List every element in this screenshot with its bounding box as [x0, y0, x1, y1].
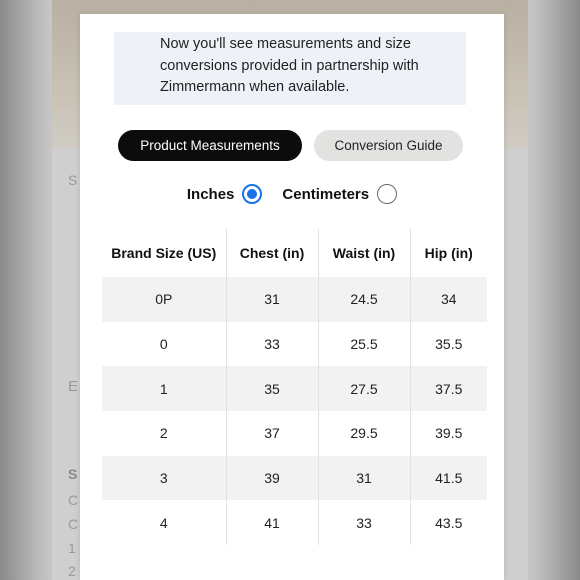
cell-hip: 41.5 — [410, 456, 487, 501]
cell-brand-size: 1 — [102, 366, 226, 411]
unit-label-centimeters: Centimeters — [282, 185, 370, 203]
notice-line: Zimmermann when available. — [160, 79, 350, 95]
background-text: 1 — [68, 540, 76, 556]
cell-waist: 24.5 — [318, 277, 410, 322]
cell-hip: 43.5 — [410, 500, 487, 545]
unit-option-centimeters[interactable] — [282, 184, 397, 204]
table-row — [102, 411, 487, 456]
size-measurements-table — [102, 229, 487, 545]
cell-chest: 35 — [226, 366, 318, 411]
cell-brand-size: 2 — [159, 425, 168, 442]
tab-conversion-guide[interactable]: Conversion Guide — [314, 130, 463, 161]
table-header-row — [102, 229, 487, 277]
notice-line: Now you'll see measurements and size — [160, 36, 411, 52]
measurement-tabs — [118, 130, 463, 161]
cell-hip: 39.5 — [410, 411, 487, 456]
column-header-chest: Chest (in) — [226, 229, 318, 277]
background-text: S — [68, 172, 78, 188]
table-row — [102, 277, 487, 322]
column-header-waist: Waist (in) — [318, 229, 410, 277]
size-guide-modal — [80, 14, 504, 580]
cell-waist: 33 — [318, 500, 410, 545]
background-text: 2 — [68, 563, 76, 579]
table-row — [102, 366, 487, 411]
cell-hip: 37.5 — [410, 366, 487, 411]
cell-chest: 39 — [226, 456, 318, 501]
table-row — [102, 322, 487, 367]
column-header-hip: Hip (in) — [410, 229, 487, 277]
background-text: C — [68, 516, 79, 532]
unit-option-inches[interactable] — [187, 184, 263, 204]
table-row — [102, 456, 487, 501]
notice-line: conversions provided in partnership with — [160, 57, 419, 74]
cell-brand-size: 3 — [102, 456, 226, 501]
unit-label-inches: Inches — [186, 185, 235, 203]
cell-brand-size: 0 — [159, 336, 168, 353]
cell-hip: 34 — [410, 277, 487, 322]
unit-selector — [80, 184, 504, 204]
background-text: E — [68, 378, 79, 395]
radio-inches[interactable] — [242, 184, 262, 204]
radio-centimeters[interactable] — [377, 184, 397, 204]
cell-brand-size: 4 — [159, 514, 168, 531]
background-text: S — [68, 466, 78, 482]
cell-waist: 29.5 — [318, 411, 410, 456]
table-row — [102, 500, 487, 545]
cell-hip: 35.5 — [410, 322, 487, 367]
tab-product-measurements[interactable]: Product Measurements — [118, 130, 302, 161]
cell-chest: 31 — [226, 277, 318, 322]
column-header-brand-size: Brand Size (US) — [111, 245, 217, 261]
cell-chest: 33 — [226, 322, 318, 367]
cell-waist: 27.5 — [318, 366, 410, 411]
partnership-notice — [114, 32, 466, 105]
cell-chest: 41 — [226, 500, 318, 545]
cell-waist: 31 — [318, 456, 410, 501]
cell-waist: 25.5 — [318, 322, 410, 367]
cell-brand-size: 0P — [102, 277, 226, 322]
cell-chest: 37 — [226, 411, 318, 456]
background-text: C — [68, 492, 79, 508]
